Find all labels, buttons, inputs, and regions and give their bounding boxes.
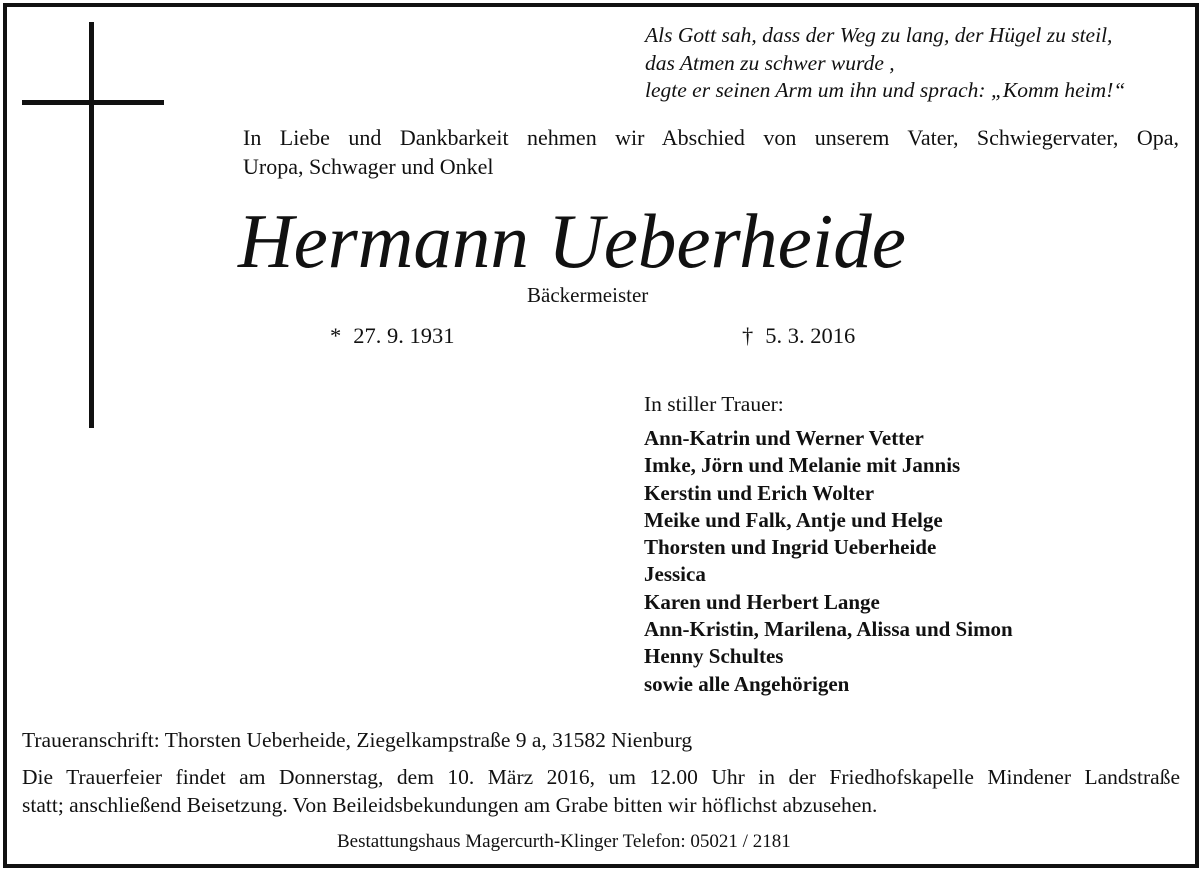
list-item: Imke, Jörn und Melanie mit Jannis [644, 453, 961, 478]
cross-vertical-bar [89, 22, 94, 428]
birth-date: 27. 9. 1931 [353, 323, 455, 348]
list-item: Meike und Falk, Antje und Helge [644, 507, 943, 532]
death-date: 5. 3. 2016 [765, 323, 856, 348]
ceremony-info [22, 763, 1180, 819]
list-item: sowie alle Angehörigen [644, 671, 850, 696]
poem-line: legte er seinen Arm um ihn und sprach: „Komm heim!“ [645, 78, 1126, 102]
mourning-address: Traueranschrift: Thorsten Ueberheide, Ziegelkampstraße 9 a, 31582 Nienburg [22, 728, 693, 752]
poem-line: das Atmen zu schwer wurde , [645, 50, 895, 75]
intro-line: In Liebe und Dankbarkeit nehmen wir Abschied von unserem Vater, Schwiegervater, Opa, [243, 125, 1179, 150]
funeral-home-contact: Bestattungshaus Magercurth-Klinger Telefon: 05021 / 2181 [337, 831, 791, 852]
list-item: Thorsten und Ingrid Ueberheide [644, 535, 937, 560]
birth-date-line [330, 321, 455, 351]
poem-line: Als Gott sah, dass der Weg zu lang, der Hügel zu steil, [645, 23, 1113, 47]
mourning-heading: In stiller Trauer: [644, 392, 784, 416]
cross-horizontal-bar [22, 100, 164, 105]
list-item: Ann-Katrin und Werner Vetter [644, 426, 924, 450]
intro-line: Uropa, Schwager und Onkel [243, 153, 494, 179]
list-item: Jessica [644, 562, 706, 587]
ceremony-line: Die Trauerfeier findet am Donnerstag, dem 10. März 2016, um 12.00 Uhr in der Friedhofskapelle Mindener Landstraße [22, 765, 1180, 789]
list-item: Ann-Kristin, Marilena, Alissa und Simon [644, 617, 1013, 642]
birth-star-icon: * [330, 323, 342, 348]
list-item: Henny Schultes [644, 644, 784, 669]
mourners-list [644, 425, 1013, 698]
intro-text [243, 124, 1179, 181]
list-item: Kerstin und Erich Wolter [644, 480, 875, 505]
death-dagger-icon: † [742, 323, 754, 348]
list-item: Karen und Herbert Lange [644, 589, 880, 614]
deceased-profession: Bäckermeister [527, 283, 649, 307]
death-date-line [742, 321, 855, 351]
ceremony-line: statt; anschließend Beisetzung. Von Beileidsbekundungen am Grabe bitten wir höflichst abzusehen. [22, 793, 878, 817]
deceased-name: Hermann Ueberheide [238, 198, 906, 284]
poem-quote [645, 22, 1125, 105]
